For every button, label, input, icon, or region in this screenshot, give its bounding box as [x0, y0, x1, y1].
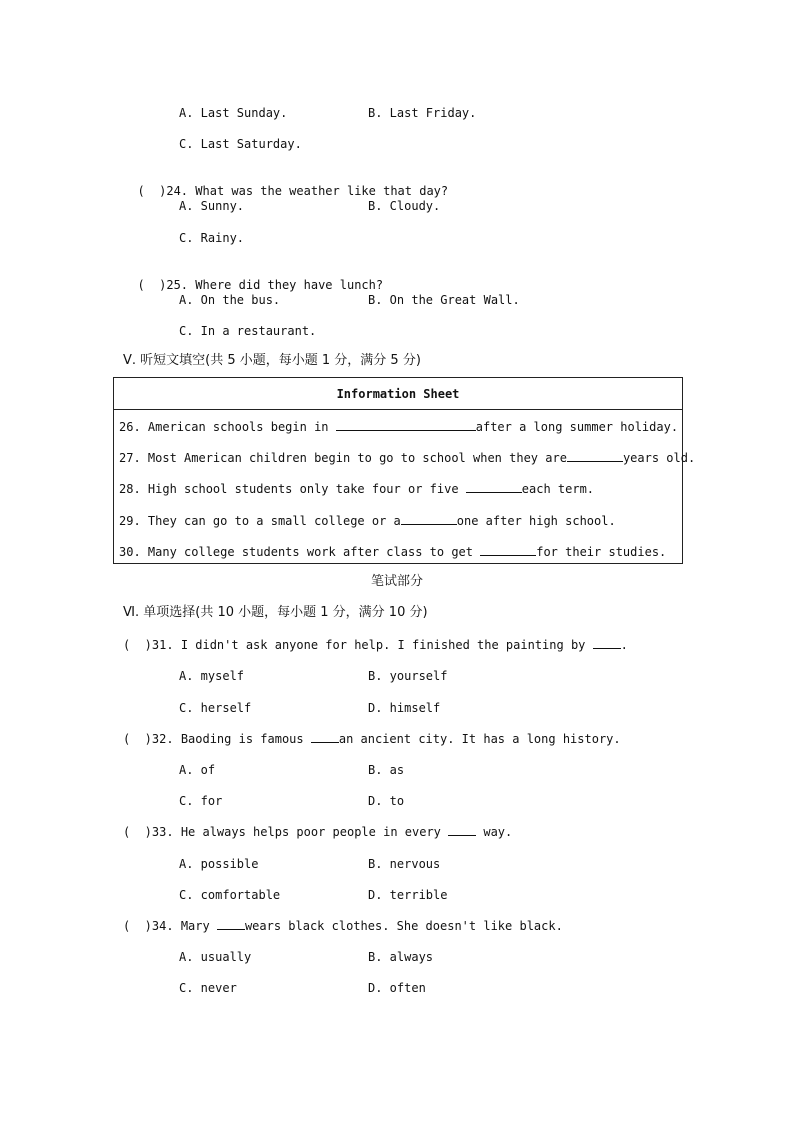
- section6-title: Ⅵ. 单项选择(共 10 小题，每小题 1 分，满分 10 分): [123, 605, 428, 620]
- information-sheet-title: Information Sheet: [114, 378, 682, 410]
- q33-number: ( )33.: [123, 825, 174, 839]
- q32-text-start: Baoding is famous: [180, 732, 311, 746]
- q25-option-c: C. In a restaurant.: [179, 324, 317, 338]
- q24-option-b: B. Cloudy.: [368, 199, 441, 213]
- q33-option-c: C. comfortable: [179, 888, 281, 902]
- row-29-text-start: 29. They can go to a small college or a: [119, 514, 401, 528]
- row-30-blank[interactable]: [480, 544, 536, 556]
- q31-option-d: D. himself: [368, 701, 441, 715]
- row-26-text-start: 26. American schools begin in: [119, 420, 336, 434]
- table-row-30: [119, 544, 666, 560]
- q32-blank[interactable]: [311, 731, 339, 743]
- q34-option-a: A. usually: [179, 950, 252, 964]
- q31-option-b: B. yourself: [368, 669, 448, 683]
- row-28-blank[interactable]: [466, 481, 522, 493]
- q25-text: Where did they have lunch?: [195, 278, 384, 292]
- q23-option-a: A. Last Sunday.: [179, 106, 288, 120]
- q32-option-c: C. for: [179, 794, 223, 808]
- q34-text-start: Mary: [180, 919, 217, 933]
- q31-blank[interactable]: [593, 637, 621, 649]
- q34-stem: [123, 918, 563, 934]
- section5-title: Ⅴ. 听短文填空(共 5 小题，每小题 1 分，满分 5 分): [123, 353, 421, 368]
- q32-option-a: A. of: [179, 763, 216, 777]
- q32-number: ( )32.: [123, 732, 174, 746]
- q33-option-b: B. nervous: [368, 857, 441, 871]
- q34-option-b: B. always: [368, 950, 434, 964]
- row-29-blank[interactable]: [401, 513, 457, 525]
- table-row-28: [119, 481, 594, 497]
- q32-option-b: B. as: [368, 763, 405, 777]
- q31-number: ( )31.: [123, 638, 174, 652]
- q32-text-end: an ancient city. It has a long history.: [338, 732, 621, 746]
- q23-option-b: B. Last Friday.: [368, 106, 477, 120]
- q33-option-d: D. terrible: [368, 888, 448, 902]
- q24-number: ( )24.: [137, 184, 189, 198]
- q23-option-c: C. Last Saturday.: [179, 137, 302, 151]
- q33-blank[interactable]: [448, 824, 476, 836]
- q24-stem: [123, 167, 448, 199]
- row-28-text-start: 28. High school students only take four or five: [119, 482, 466, 496]
- table-row-29: [119, 513, 616, 529]
- q24-text: What was the weather like that day?: [195, 184, 449, 198]
- q31-stem: [123, 637, 628, 653]
- q34-blank[interactable]: [217, 918, 245, 930]
- q33-text-start: He always helps poor people in every: [180, 825, 449, 839]
- row-26-text-end: after a long summer holiday.: [475, 420, 679, 434]
- q31-option-c: C. herself: [179, 701, 252, 715]
- row-27-text-end: years old.: [622, 451, 696, 465]
- q25-option-a: A. On the bus.: [179, 293, 281, 307]
- row-27-text-start: 27. Most American children begin to go to school when they are: [119, 451, 567, 465]
- q25-option-b: B. On the Great Wall.: [368, 293, 520, 307]
- q31-text-end: .: [620, 638, 628, 652]
- q34-option-d: D. often: [368, 981, 426, 995]
- written-part-heading: 笔试部分: [370, 574, 423, 589]
- q34-number: ( )34.: [123, 919, 174, 933]
- q34-text-end: wears black clothes. She doesn't like black.: [244, 919, 563, 933]
- table-row-27: [119, 450, 695, 466]
- row-28-text-end: each term.: [521, 482, 595, 496]
- row-26-blank[interactable]: [336, 419, 476, 431]
- information-sheet-table: [113, 377, 696, 564]
- q24-option-c: C. Rainy.: [179, 231, 245, 245]
- q33-option-a: A. possible: [179, 857, 259, 871]
- q32-option-d: D. to: [368, 794, 405, 808]
- row-30-text-start: 30. Many college students work after class to get: [119, 545, 481, 559]
- row-29-text-end: one after high school.: [456, 514, 616, 528]
- q33-stem: [123, 824, 512, 840]
- q32-stem: [123, 731, 621, 747]
- q25-stem: [123, 261, 383, 293]
- row-27-blank[interactable]: [567, 450, 623, 462]
- q24-option-a: A. Sunny.: [179, 199, 245, 213]
- q31-option-a: A. myself: [179, 669, 245, 683]
- row-30-text-end: for their studies.: [536, 545, 667, 559]
- q34-option-c: C. never: [179, 981, 237, 995]
- q31-text-start: I didn't ask anyone for help. I finished the painting by: [180, 638, 593, 652]
- q33-text-end: way.: [476, 825, 513, 839]
- q25-number: ( )25.: [137, 278, 189, 292]
- table-row-26: [119, 419, 678, 435]
